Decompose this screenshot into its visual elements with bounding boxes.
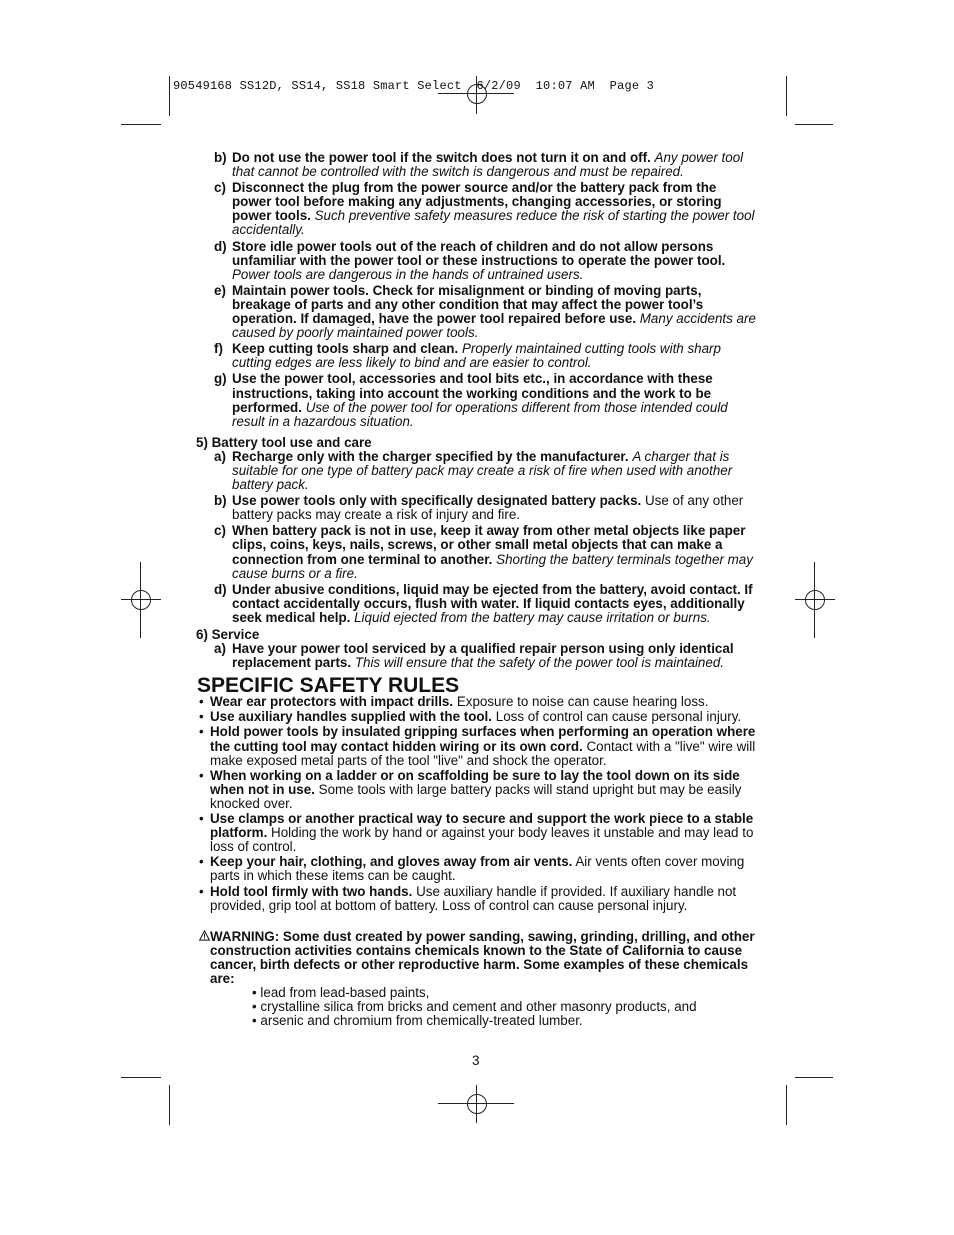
page-number: 3 — [472, 1053, 480, 1068]
list-item — [196, 181, 758, 237]
warning-triangle-icon — [199, 930, 210, 944]
item-italic-text: Properly maintained cutting tools with sharp cutting edges are less likely to bind and are easier to control. — [232, 341, 721, 371]
rule-item — [196, 885, 758, 913]
list-item — [196, 642, 758, 670]
item-label: d) — [214, 581, 227, 597]
item-italic-text: Power tools are dangerous in the hands of untrained users. — [232, 266, 584, 282]
list-item — [196, 583, 758, 625]
rule-item — [196, 812, 758, 854]
rule-plain-text: Exposure to noise can cause hearing loss. — [456, 694, 709, 710]
item-bold-text: Maintain power tools. Check for misalignment or binding of moving parts, breakage of parts and any other condition that may affect the power tool’s operation. If damaged, have the power tool repaired before use. — [232, 282, 704, 327]
rule-plain-text: Use auxiliary handle if provided. If auxiliary handle not provided, grip tool at bottom of battery. Loss of control can cause personal injury. — [210, 883, 737, 913]
item-label: g) — [214, 371, 227, 387]
section-title-battery: 5) Battery tool use and care — [196, 434, 372, 450]
item-italic-text: Many accidents are caused by poorly maintained power tools. — [232, 311, 756, 341]
item-italic-text: This will ensure that the safety of the power tool is maintained. — [354, 655, 724, 671]
item-bold-text: Use the power tool, accessories and tool bits etc., in accordance with these instructions, taking into account the working conditions and the work to be performed. — [232, 371, 713, 415]
warning-list-item: • arsenic and chromium from chemically-treated lumber. — [252, 1013, 583, 1029]
rule-bold-text: When working on a ladder or on scaffolding be sure to lay the tool down on its side when not in use. — [210, 767, 740, 797]
item-bold-text: When battery pack is not in use, keep it away from other metal objects like paper clips, coins, keys, nails, screws, or other small metal objects that can make a connection from one terminal to another. — [232, 523, 746, 567]
item-label: e) — [214, 282, 226, 298]
rule-bold-text: Use clamps or another practical way to secure and support the work piece to a stable platform. — [210, 811, 754, 841]
list-item — [196, 524, 758, 580]
warning-list-item: • lead from lead-based paints, — [252, 985, 430, 1001]
rule-bold-text: Keep your hair, clothing, and gloves away from air vents. — [210, 854, 573, 870]
bullet: • — [199, 724, 204, 740]
item-label: d) — [214, 238, 227, 254]
bullet: • — [199, 854, 204, 870]
item-italic-text: Such preventive safety measures reduce the risk of starting the power tool accidentally. — [232, 208, 755, 238]
bullet: • — [199, 811, 204, 827]
item-label: a) — [214, 641, 226, 657]
bullet: • — [199, 767, 204, 783]
item-bold-text: Store idle power tools out of the reach of children and do not allow persons unfamiliar with the power tool or these instructions to operate the power tool. — [232, 238, 726, 268]
item-bold-text: Do not use the power tool if the switch does not turn it on and off. — [232, 150, 651, 165]
service-list — [196, 642, 758, 670]
rule-bold-text: Hold power tools by insulated gripping surfaces when performing an operation where the cutting tool may contact hidden wiring or its own cord. — [210, 724, 756, 754]
item-italic-text: Shorting the battery terminals together may cause burns or a fire. — [232, 551, 753, 581]
rule-item — [196, 855, 758, 883]
section-title-service: 6) Service — [196, 627, 260, 642]
item-bold-text: Keep cutting tools sharp and clean. — [232, 341, 459, 357]
bullet: • — [199, 694, 204, 710]
list-item — [196, 284, 758, 340]
item-bold-text: Have your power tool serviced by a qualified repair person using only identical replacement parts. — [232, 641, 734, 671]
rule-item — [196, 695, 758, 709]
item-bold-text: Use power tools only with specifically designated battery packs. — [232, 493, 642, 509]
item-label: c) — [214, 180, 226, 196]
list-item — [196, 151, 758, 179]
item-italic-text: Use of the power tool for operations different from those intended could result in a hazardous situation. — [232, 399, 728, 429]
item-plain-text: Use of any other battery packs may create a risk of injury and fire. — [232, 493, 744, 523]
rules-list — [196, 695, 758, 912]
battery-list — [196, 450, 758, 625]
list-item — [196, 372, 758, 428]
item-label: f) — [214, 341, 223, 357]
item-bold-text: Recharge only with the charger specified by the manufacturer. — [232, 448, 629, 464]
print-header: 90549168 SS12D, SS14, SS18 Smart Select 6/2/09 10:07 AM Page 3 — [173, 79, 655, 93]
list-item — [196, 450, 758, 492]
rule-plain-text: Loss of control can cause personal injury. — [495, 709, 742, 725]
item-label: b) — [214, 493, 227, 509]
power-tool-list — [196, 151, 758, 429]
bullet: • — [199, 709, 204, 725]
item-italic-text: Liquid ejected from the battery may cause irritation or burns. — [354, 609, 711, 625]
specific-rules-heading: SPECIFIC SAFETY RULES — [197, 674, 460, 698]
list-item — [196, 240, 758, 282]
rule-item — [196, 725, 758, 767]
warning-block — [196, 930, 758, 986]
rule-plain-text: Some tools with large battery packs will stand upright but may be easily knocked over. — [210, 781, 742, 811]
rule-bold-text: Wear ear protectors with impact drills. — [210, 694, 454, 710]
item-bold-text: Under abusive conditions, liquid may be ejected from the battery, avoid contact. If contact accidentally occurs, flush with water. If liquid contacts eyes, additionally seek medical help. — [232, 581, 753, 625]
rule-item — [196, 710, 758, 724]
item-label: c) — [214, 523, 226, 539]
warning-list — [196, 986, 758, 1028]
rule-plain-text: Contact with a "live" wire will make exposed metal parts of the tool "live" and shock the operator. — [210, 738, 756, 768]
rule-bold-text: Use auxiliary handles supplied with the tool. — [210, 709, 493, 725]
bullet: • — [199, 883, 204, 899]
item-label: b) — [214, 150, 227, 165]
rule-item — [196, 769, 758, 811]
item-italic-text: A charger that is suitable for one type of battery pack may create a risk of fire when used with another battery pack. — [232, 448, 733, 493]
page-content — [196, 151, 758, 1028]
item-italic-text: Any power tool that cannot be controlled with the switch is dangerous and must be repaired. — [232, 150, 744, 180]
warning-list-item: • crystalline silica from bricks and cement and other masonry products, and — [252, 999, 697, 1015]
item-bold-text: Disconnect the plug from the power source and/or the battery pack from the power tool before making any adjustments, changing accessories, or storing power tools. — [232, 180, 722, 224]
list-item — [196, 494, 758, 522]
list-item — [196, 342, 758, 370]
rule-plain-text: Air vents often cover moving parts in which these items can be caught. — [210, 854, 745, 884]
item-label: a) — [214, 448, 226, 464]
rule-bold-text: Hold tool firmly with two hands. — [210, 883, 413, 899]
rule-plain-text: Holding the work by hand or against your body leaves it unstable and may lead to loss of control. — [210, 825, 754, 855]
warning-text: WARNING: Some dust created by power sanding, sawing, grinding, drilling, and other construction activities contains chemicals known to the State of California to cause cancer, birth defects or other reproductive harm. Some examples of these chemicals are: — [210, 928, 755, 986]
